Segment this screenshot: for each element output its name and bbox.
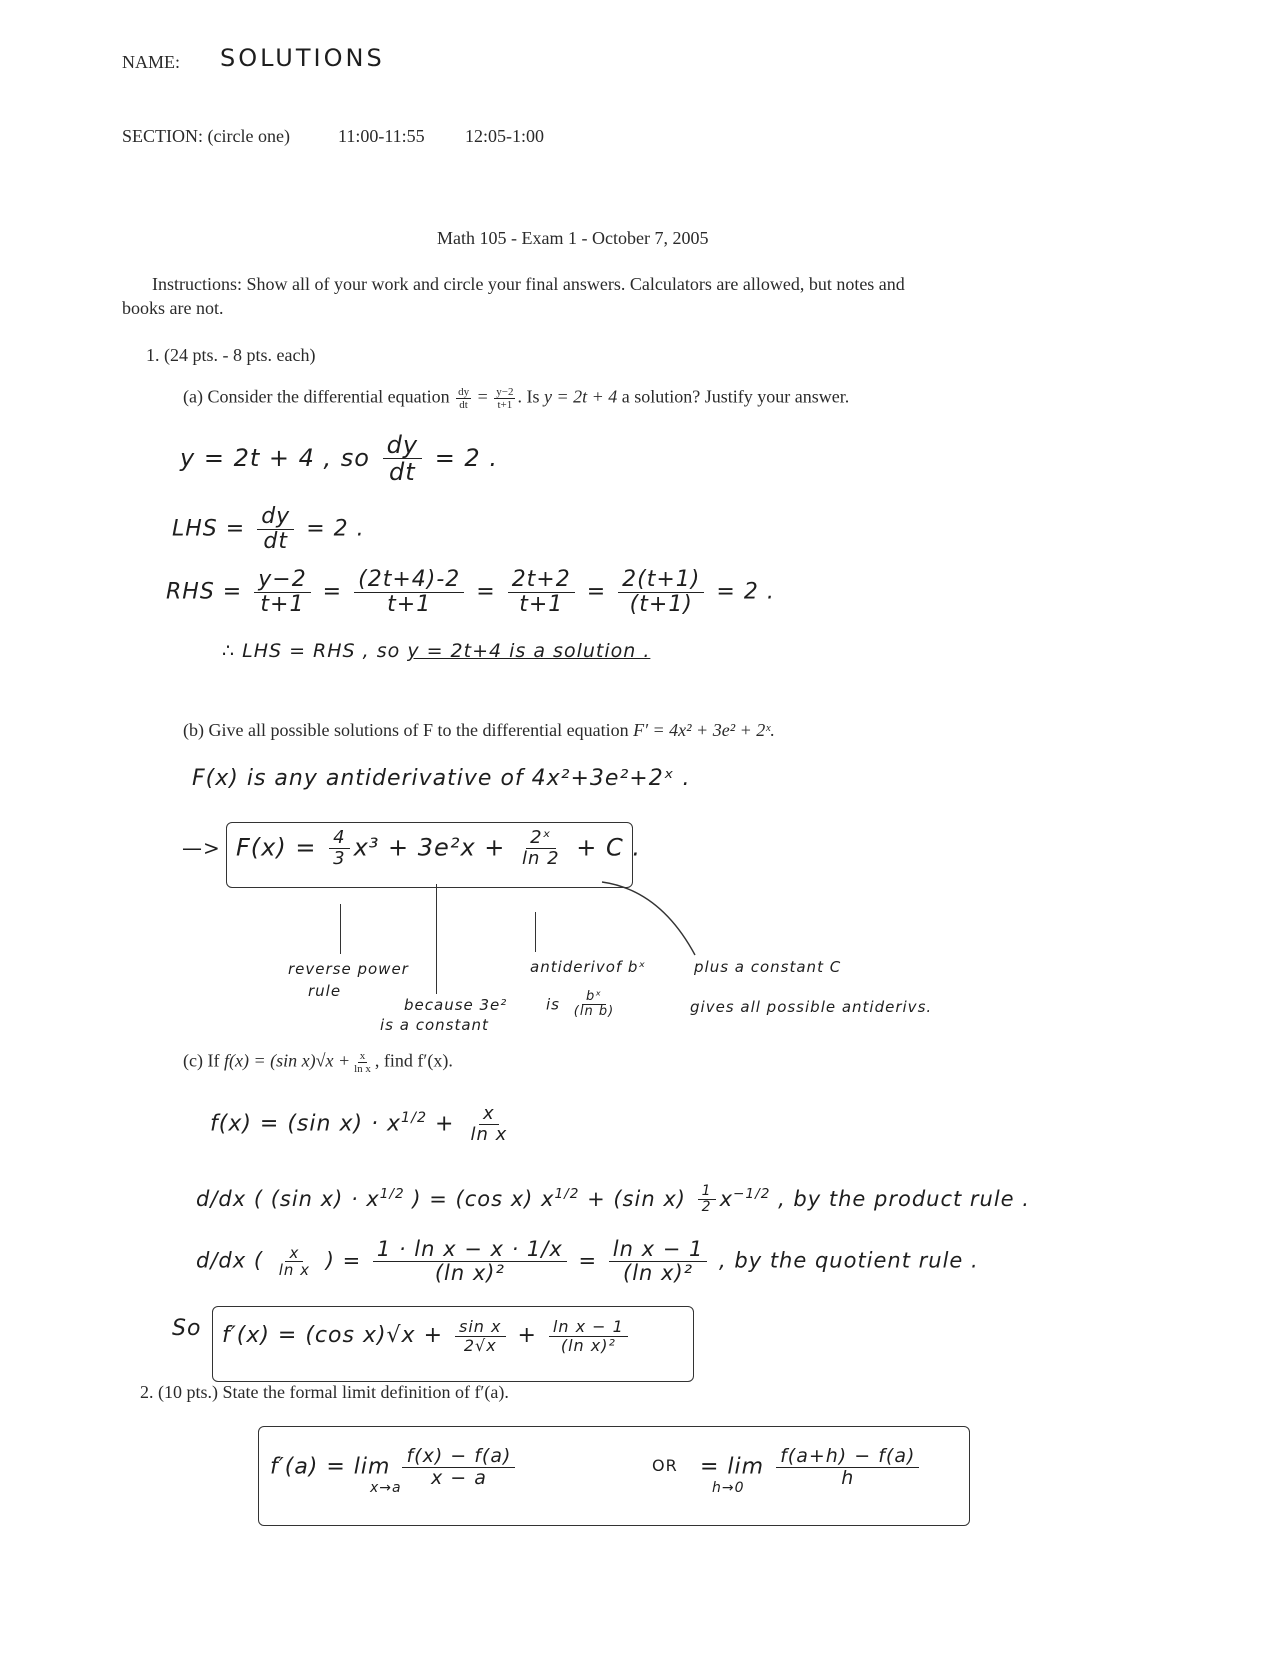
q1b-note-3a: antiderivof bˣ xyxy=(530,958,647,976)
q1b-note-2a: because 3e² xyxy=(404,996,508,1014)
q1c-work-3-frac-1 xyxy=(275,1245,314,1279)
frac-num: ln x − 1 xyxy=(549,1318,628,1337)
q1a-rhs-frac-3 xyxy=(618,568,704,617)
frac-den: (ln x)² xyxy=(623,1261,694,1286)
q1b-note-4a: plus a constant C xyxy=(694,958,842,976)
q2-or: OR xyxy=(652,1456,678,1475)
frac-den: ln 2 xyxy=(522,847,560,869)
q1b-answer: F(x) = $\frac{4}{3}$ x³ + 3e²x + $\frac{\text{2ˣ}}{\ln 2}$ + C . xyxy=(236,827,642,869)
q1b-term2: 3e²x xyxy=(417,833,476,862)
q1b-note-3b: is xyxy=(546,995,560,1014)
q2-answer-1-text: f′(a) = lim xyxy=(270,1454,391,1480)
q1c-so: So xyxy=(172,1316,202,1341)
frac-num: dy xyxy=(257,505,294,530)
frac-num: x xyxy=(285,1245,303,1263)
q1c-work-2: d/dx ( (sin $x) \cdot x^{1/2}$ ) = (cos x) $x^{1/2} + (\sin$ x) $\frac{1}{2}$ $x^{-1/2}$ , by the product rule . xyxy=(196,1183,1030,1216)
q1a-work-1a: y = 2t + 4 , so xyxy=(180,443,370,472)
q1b-note-3 xyxy=(546,990,622,1020)
q1c-work-3d: , by the quotient rule . xyxy=(719,1248,979,1273)
frac-den: dt xyxy=(389,458,416,487)
q1b-note-1a: reverse power xyxy=(288,960,409,978)
q1a-work-1 xyxy=(180,432,498,486)
frac-num: y−2 xyxy=(496,386,514,398)
q1c-work-3c: = xyxy=(578,1248,598,1273)
q1c-work-2a: d/dx ( (sin x) · x xyxy=(196,1186,380,1211)
q1a-work-1-frac xyxy=(383,432,422,486)
frac-den: dt xyxy=(263,529,288,555)
q1c-work-1: f(x) = (sin $x) \cdot x^{1/2}$ + $\frac{x}{\text{ln x}}$ xyxy=(210,1104,515,1145)
q1b-note-1b: rule xyxy=(308,982,342,1000)
q1b-arrow-line-2 xyxy=(436,884,437,994)
q1c-work-3-frac-3 xyxy=(609,1238,708,1285)
section-option-1: 11:00-11:55 xyxy=(338,126,425,146)
q2-answer-2-sub: h→0 xyxy=(712,1480,745,1496)
q1b-frac-2x-ln2 xyxy=(518,828,564,869)
frac-den: 2√x xyxy=(463,1335,497,1355)
frac-den: 2 xyxy=(701,1199,712,1216)
q1c-work-1-text: f(x) = (sin x) · x xyxy=(210,1111,402,1137)
q1a-prompt-rhs xyxy=(494,386,515,411)
q1a-rhs-frac-1 xyxy=(354,568,464,617)
q1b-arrow-line-1 xyxy=(340,904,341,954)
frac-num: ln x − 1 xyxy=(609,1238,708,1262)
q1b-arrow: —> xyxy=(182,836,221,860)
frac-num: dy xyxy=(458,386,470,398)
q1a-conclusion-1: ∴ LHS = RHS , so xyxy=(222,640,401,662)
q1a-prompt-text-3: a solution? Justify your answer. xyxy=(621,386,850,407)
q1b-arrow-line-3 xyxy=(535,912,536,952)
q1a-work-2b: = 2 . xyxy=(306,516,365,542)
q2-header: 2. (10 pts.) State the formal limit definition of f′(a). xyxy=(140,1382,509,1402)
q1c-work-2d: , by the product rule . xyxy=(778,1186,1030,1211)
q2-answer-1-frac xyxy=(402,1446,515,1489)
q1a-rhs-frac-2 xyxy=(508,568,575,617)
frac-den: x − a xyxy=(430,1466,487,1489)
frac-den: (t+1) xyxy=(629,592,693,618)
frac-den: dt xyxy=(459,399,468,412)
frac-den: h xyxy=(841,1466,855,1489)
q1c-work-2c: + (sin x) xyxy=(587,1186,686,1211)
q1c-work-3 xyxy=(196,1238,979,1285)
q1c-answer-frac-2 xyxy=(549,1318,628,1354)
q1b-x3: x³ xyxy=(353,833,380,862)
q1a-prompt-eq: y = 2t + 4 xyxy=(543,386,618,407)
q1b-answer-lhs: F(x) = xyxy=(236,833,317,862)
q1b-arrow-curve xyxy=(600,880,710,960)
q1c-work-1-exp: 1/2 xyxy=(401,1109,428,1126)
q1b-prompt-eq: F′ = 4x² + 3e² + 2ˣ. xyxy=(633,720,775,740)
frac-den: ln x xyxy=(470,1123,508,1145)
frac-num: 2(t+1) xyxy=(618,568,704,593)
name-value: SOLUTIONS xyxy=(220,44,385,72)
name-label: NAME: xyxy=(122,52,180,72)
q1a-conclusion xyxy=(222,640,650,662)
frac-den: t+1 xyxy=(497,399,513,412)
q1b-prompt-text: (b) Give all possible solutions of F to the differential equation xyxy=(183,720,629,740)
q1b-work-1: F(x) is any antiderivative of 4x²+3e²+2ˣ . xyxy=(192,766,691,791)
q2-answer-2-text: = lim xyxy=(700,1454,765,1480)
q1c-work-3a: d/dx ( xyxy=(196,1248,264,1273)
q1c-answer-text: f′(x) = (cos x)√x + xyxy=(222,1323,444,1349)
frac-num: 1 xyxy=(698,1184,716,1200)
q1c-work-2b: ) = (cos x) x xyxy=(412,1186,555,1211)
q1b-answer-tail: + C . xyxy=(576,833,642,862)
frac-num: 4 xyxy=(329,828,349,849)
frac-num: f(x) − f(a) xyxy=(402,1446,515,1468)
q1c-prompt xyxy=(183,1050,453,1075)
q2-answer-2-frac xyxy=(776,1446,919,1489)
frac-den: ln x xyxy=(354,1063,371,1076)
q1a-prompt-dydt xyxy=(456,386,471,411)
frac-den: (ln x)² xyxy=(560,1335,616,1355)
q1a-work-2-frac xyxy=(257,505,294,554)
q1b-prompt xyxy=(183,720,775,741)
q1-header: 1. (24 pts. - 8 pts. each) xyxy=(146,345,316,365)
q1a-work-3: RHS = $\frac{y-2}{t+1}$ = $\frac{(2t+4)-2}{t+1}$ = $\frac{2t+2}{t+1}$ = $\frac{2(t+1)}{(t+1)}$ = 2 . xyxy=(166,567,775,618)
q1c-work-2-exp-2: 1/2 xyxy=(554,1185,580,1202)
frac-num: 1 · ln x − x · 1/x xyxy=(373,1238,567,1262)
instructions-line-1: Instructions: Show all of your work and circle your final answers. Calculators are allowed, but notes and xyxy=(152,274,905,294)
q1c-prompt-2: , find f′(x). xyxy=(374,1050,453,1071)
frac-num: 2t+2 xyxy=(508,568,575,593)
frac-num: sin x xyxy=(455,1318,505,1337)
q1a-work-1b: = 2 . xyxy=(434,443,498,472)
frac-num: y−2 xyxy=(254,568,310,593)
q1c-answer: f′(x) = (cos x)√x + $\frac{\text{sin x}}{2√x}$ + $\frac{\text{ln x − 1}}{\text{(ln x)²}}$ xyxy=(222,1318,632,1354)
frac-den: (ln b) xyxy=(573,1004,615,1020)
q1c-work-2-exp-3: −1/2 xyxy=(733,1185,771,1202)
q1a-prompt: (a) Consider the differential equation $\frac{dy}{dt}$ = $\frac{y-2}{t+1}$ . Is y = 2t + 4 a solution? Justify your answer. xyxy=(183,386,850,412)
q1c-prompt-eq: f(x) = (sin x)√x + xyxy=(223,1050,351,1071)
q2-answer-1-sub: x→a xyxy=(370,1480,402,1496)
frac-den: ln x xyxy=(278,1261,311,1280)
q1a-work-2a: LHS = xyxy=(172,516,246,542)
section-label: SECTION: (circle one) xyxy=(122,126,290,146)
q1a-conclusion-2: y = 2t+4 is a solution . xyxy=(407,640,651,662)
exam-title: Math 105 - Exam 1 - October 7, 2005 xyxy=(437,228,709,248)
frac-num: (2t+4)-2 xyxy=(354,568,464,593)
q1a-prompt-text-2: . Is xyxy=(517,386,540,407)
q1b-frac-4-3 xyxy=(329,828,349,869)
frac-den: t+1 xyxy=(519,592,564,618)
frac-den: (ln x)² xyxy=(434,1261,505,1286)
q1c-work-2-half xyxy=(698,1184,716,1216)
frac-den: 3 xyxy=(333,847,346,869)
q1a-prompt-text: (a) Consider the differential equation xyxy=(183,386,450,407)
q1b-note-3-frac xyxy=(570,990,618,1020)
q1c-prompt-1: (c) If xyxy=(183,1050,220,1071)
q1b-note-2b: is a constant xyxy=(380,1016,489,1034)
instructions-line-2: books are not. xyxy=(122,298,224,318)
frac-num: x xyxy=(359,1050,366,1062)
q1a-work-3a: RHS = xyxy=(166,579,243,605)
q1a-work-2 xyxy=(172,505,365,554)
frac-num: 2ˣ xyxy=(526,828,555,849)
q1a-work-3b: = 2 . xyxy=(716,579,775,605)
q1c-work-2-exp: 1/2 xyxy=(379,1185,405,1202)
frac-num: bˣ xyxy=(582,990,606,1005)
frac-num: x xyxy=(479,1104,499,1125)
q1c-work-3b: ) = xyxy=(325,1248,362,1273)
q1a-rhs-frac-0 xyxy=(254,568,310,617)
frac-den: t+1 xyxy=(260,592,305,618)
q1c-work-1-frac xyxy=(466,1104,511,1145)
q1c-prompt-frac xyxy=(352,1050,373,1075)
q1c-work-3-frac-2 xyxy=(373,1238,567,1285)
q1b-note-4b: gives all possible antiderivs. xyxy=(690,998,933,1016)
q1c-answer-frac-1 xyxy=(455,1318,505,1354)
frac-num: f(a+h) − f(a) xyxy=(776,1446,919,1468)
frac-den: t+1 xyxy=(387,592,432,618)
frac-num: dy xyxy=(383,432,422,459)
section-option-2: 12:05-1:00 xyxy=(465,126,544,146)
